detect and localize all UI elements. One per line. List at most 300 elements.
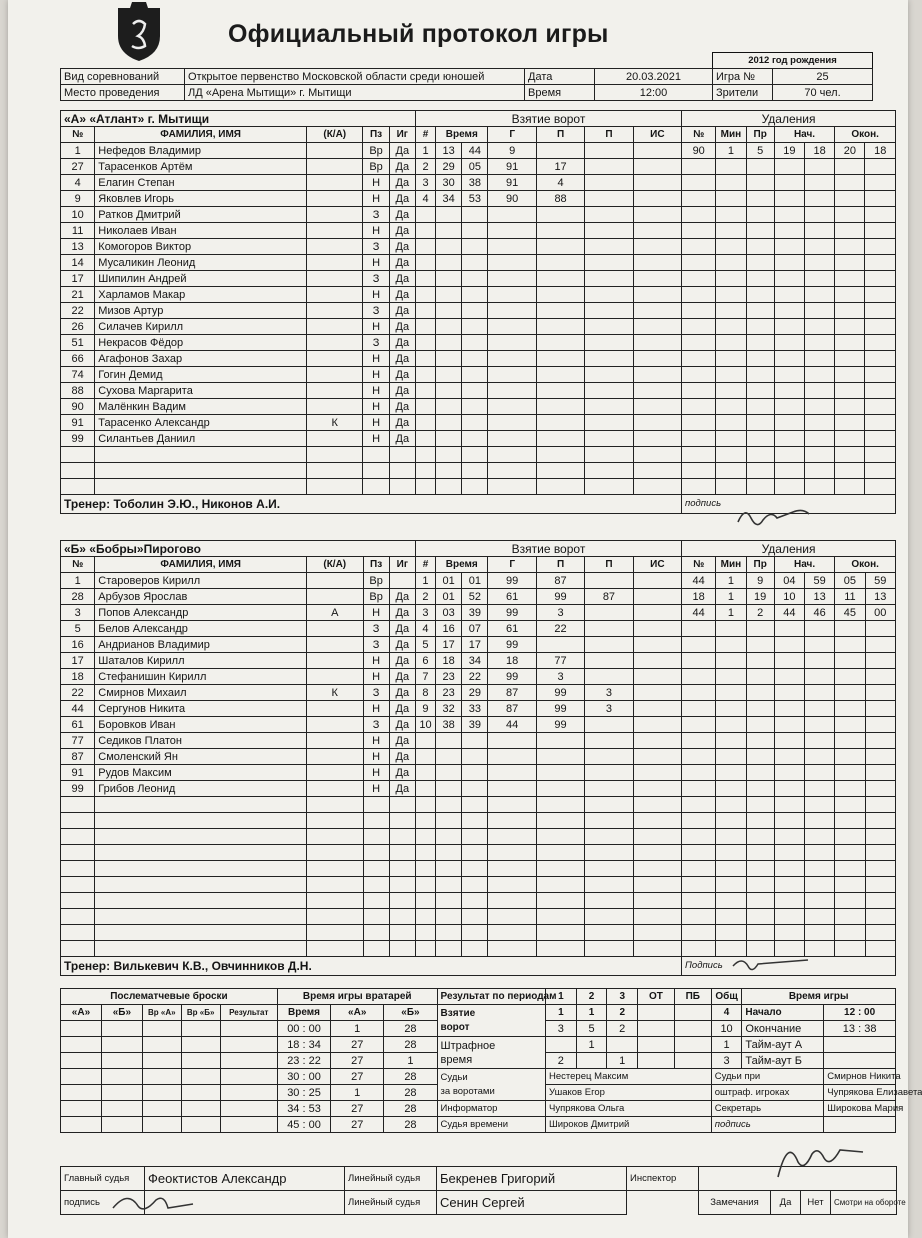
penalty-cell [805,399,835,415]
goal-cell: 4 [415,191,435,207]
penalty-cell [682,399,716,415]
goal-cell: 61 [488,589,536,605]
team-b-signature-icon [728,952,818,978]
goal-cell: 9 [415,701,435,717]
pen-col-reason: Пр [746,127,774,143]
goal-cell: 05 [462,159,488,175]
penalty-cell: 11 [835,589,865,605]
shootout-cell [101,1069,142,1085]
shootout-cell [181,1117,220,1133]
goal-cell: 87 [536,573,584,589]
pen-col-number: № [682,127,716,143]
player-cell: 4 [61,175,95,191]
goal-cell [536,909,584,925]
goal-cell [633,845,681,861]
shootout-cell [142,1021,181,1037]
goal-cell [536,239,584,255]
player-cell: 27 [61,159,95,175]
shootout-col-gk-b: Вр «Б» [181,1005,220,1021]
pim-b-period: 2 [546,1053,577,1069]
goal-cell: 34 [436,191,462,207]
penalty-cell: 1 [716,143,746,159]
penalty-cell [805,319,835,335]
player-cell: Да [389,637,415,653]
goal-cell [633,367,681,383]
penalty-cell [716,893,746,909]
player-cell: 10 [61,207,95,223]
goal-cell [436,861,462,877]
goal-cell: 53 [462,191,488,207]
player-cell [307,893,363,909]
shootout-cell [142,1069,181,1085]
goal-cell [462,207,488,223]
birth-year: 2012 год рождения [713,53,873,69]
goal-cell [585,813,633,829]
goal-cell [536,351,584,367]
goal-cell [633,589,681,605]
goal-cell [585,717,633,733]
table-row [61,1117,896,1133]
col-position: Пз [363,557,389,573]
goal-cell [633,941,681,957]
penalty-cell [682,351,716,367]
penalty-cell [865,255,896,271]
overtime-header: ОТ [638,989,675,1005]
goal-cell [633,207,681,223]
goal-cell [462,733,488,749]
player-cell [95,479,307,495]
penalty-cell [682,367,716,383]
penalty-cell [774,621,804,637]
goal-cell [633,159,681,175]
penalty-cell [805,669,835,685]
player-cell: Нефедов Владимир [95,143,307,159]
col-captain: (К/А) [307,127,363,143]
goal-cell [633,797,681,813]
penalty-cell [774,319,804,335]
goal-cell [488,893,536,909]
penalty-cell [746,335,774,351]
remarks-no: Нет [801,1191,831,1215]
pen-col-reason: Пр [746,557,774,573]
goal-cell [462,893,488,909]
goal-col-number: # [415,557,435,573]
goal-cell [436,765,462,781]
goal-cell [585,367,633,383]
penalty-cell [716,335,746,351]
penalty-cell [774,909,804,925]
goal-cell [536,941,584,957]
timekeeper-label: Судья времени [437,1117,545,1133]
player-cell [389,925,415,941]
player-cell: З [363,303,389,319]
player-cell: Да [389,717,415,733]
penalty-cell [746,367,774,383]
player-cell: Некрасов Фёдор [95,335,307,351]
goal-cell [633,669,681,685]
goal-cell [633,749,681,765]
pim-b-period [674,1053,711,1069]
penalty-cell [682,463,716,479]
player-cell: Да [389,669,415,685]
goal-cell [415,781,435,797]
goal-cell [488,255,536,271]
timekeeper-name: Широков Дмитрий [546,1117,712,1133]
player-cell [95,447,307,463]
goal-cell [633,877,681,893]
player-cell: 22 [61,303,95,319]
player-cell: Н [363,669,389,685]
goal-cell [633,223,681,239]
penalty-cell [746,845,774,861]
penalty-cell [774,303,804,319]
penalty-cell [746,701,774,717]
venue-label: Место проведения [61,85,185,101]
timeout-a-label: Тайм-аут А [742,1037,824,1053]
player-cell [61,909,95,925]
penalty-cell [865,653,895,669]
goal-col-situation: ИС [633,127,681,143]
penalty-cell [682,303,716,319]
goal-cell [585,845,633,861]
penalty-cell [865,861,895,877]
goal-cell [462,367,488,383]
player-cell [307,399,363,415]
goal-cell [415,733,435,749]
player-cell: Н [363,749,389,765]
goal-cell [536,223,584,239]
goal-cell [488,239,536,255]
penalty-cell [835,303,865,319]
goal-cell: 99 [536,717,584,733]
player-cell [307,925,363,941]
goal-cell [436,845,462,861]
goal-cell [585,383,633,399]
penalty-cell [805,415,835,431]
penalty-cell [835,287,865,303]
goal-cell: 3 [585,701,633,717]
player-cell: Да [389,239,415,255]
penalty-cell [805,271,835,287]
goal-cell: 90 [488,191,536,207]
player-cell: Да [389,271,415,287]
player-cell: 91 [61,765,95,781]
player-cell [307,447,363,463]
table-row [61,1101,896,1117]
player-cell [363,479,389,495]
player-cell [61,941,95,957]
penalty-cell [865,877,895,893]
goal-cell [633,319,681,335]
team_a-name: «А» «Атлант» г. Мытищи [61,111,416,127]
player-cell: Грибов Леонид [95,781,307,797]
penalty-cell: 18 [865,143,896,159]
player-cell: Н [363,191,389,207]
player-cell: Силачев Кирилл [95,319,307,335]
penalty-cell [716,685,746,701]
shootout-cell [61,1101,102,1117]
goal-cell [633,813,681,829]
team_a-penalties-title: Удаления [682,111,896,127]
table-row [61,447,896,463]
penalty-cell [805,287,835,303]
goal-cell: 17 [536,159,584,175]
player-cell [307,143,363,159]
shootout-cell [220,1085,277,1101]
goal-judge-1: Нестерец Максим [546,1069,712,1085]
penalty-cell [716,447,746,463]
penalty-cell [774,223,804,239]
goal-cell [633,255,681,271]
goal-cell [585,175,633,191]
goal-cell [585,605,633,621]
goal-cell [436,733,462,749]
player-cell: 5 [61,621,95,637]
table-row [61,605,896,621]
penalty-cell [835,669,865,685]
player-cell: Да [389,319,415,335]
penalty-cell [682,255,716,271]
col-position: Пз [363,127,389,143]
penalty-cell [746,383,774,399]
shootout-cell [101,1037,142,1053]
goal-cell: 16 [436,621,462,637]
player-cell: Н [363,287,389,303]
table-row [61,255,896,271]
goal-cell [585,941,633,957]
penalty-cell [865,271,896,287]
goal-cell [585,925,633,941]
player-cell [389,877,415,893]
player-cell: Н [363,383,389,399]
player-cell [389,573,415,589]
table-row [61,271,896,287]
shootout-cell [181,1085,220,1101]
penalty-cell [805,717,835,733]
goal-cell: 3 [415,605,435,621]
goal-cell [436,877,462,893]
end-value: 13 : 38 [824,1021,896,1037]
penalty-cell [746,223,774,239]
penalty-cell [716,877,746,893]
player-cell [307,159,363,175]
goal-cell [585,239,633,255]
goal-cell [488,447,536,463]
penalty-cell [746,685,774,701]
goal-cell [436,829,462,845]
player-cell [307,765,363,781]
goal-cell [536,255,584,271]
penalty-cell [835,399,865,415]
penalty-cell [746,351,774,367]
player-cell: Да [389,701,415,717]
start-value: 12 : 00 [824,1005,896,1021]
goal-cell: 29 [436,159,462,175]
shootout-cell [220,1021,277,1037]
penalty-cell [865,797,895,813]
game-number-label: Игра № [713,69,773,85]
team-a-signature-icon [733,500,813,530]
player-cell: Харламов Макар [95,287,307,303]
goal-cell [536,447,584,463]
goal-cell [415,335,435,351]
goal-cell [415,765,435,781]
player-cell [307,845,363,861]
penalty-cell: 44 [682,605,716,621]
penalty-cell [716,845,746,861]
goal-cell [536,637,584,653]
pen-col-minutes: Мин [716,127,746,143]
player-cell: Седиков Платон [95,733,307,749]
goal-cell [415,271,435,287]
team_b-goals-title: Взятие ворот [415,541,681,557]
goal-cell: 99 [488,605,536,621]
penalty-cell [774,447,804,463]
goal-cell [536,733,584,749]
shootout-title: Послематчевые броски [61,989,278,1005]
goal-col-situation: ИС [633,557,681,573]
goal-cell [585,207,633,223]
penbox-label-2: оштраф. игроках [711,1085,824,1101]
goal-cell [415,207,435,223]
player-cell: Да [389,367,415,383]
goal-cell [633,143,681,159]
player-cell: Да [389,685,415,701]
goal-cell [462,351,488,367]
goal-cell [415,287,435,303]
table-row [61,925,896,941]
goal-cell [462,431,488,447]
goal-cell [415,877,435,893]
player-cell [363,893,389,909]
goal-cell [436,941,462,957]
goal-cell [462,255,488,271]
penalty-cell: 44 [774,605,804,621]
goal-cell [415,749,435,765]
player-cell: Н [363,415,389,431]
penalty-cell [865,685,895,701]
shootout-cell [101,1053,142,1069]
penalty-cell [835,893,865,909]
player-cell [307,207,363,223]
goal-cell [415,415,435,431]
player-cell: Малёнкин Вадим [95,399,307,415]
goal-cell [488,925,536,941]
goal-cell [536,335,584,351]
penalty-cell [682,717,716,733]
gk-col-time: Время [277,1005,330,1021]
goal-cell [488,335,536,351]
gk-b-cell: 1 [384,1053,437,1069]
penalty-cell [682,287,716,303]
penalty-cell [835,207,865,223]
goal-cell [436,813,462,829]
goal-cell [436,207,462,223]
goal-cell [536,479,584,495]
shootout-cell [181,1021,220,1037]
penalty-cell [835,447,865,463]
pim-b-period: 1 [607,1053,638,1069]
player-cell: Тарасенков Артём [95,159,307,175]
goal-cell [436,223,462,239]
goal-cell [436,415,462,431]
penalty-cell [682,909,716,925]
penalty-cell [774,685,804,701]
player-cell: Да [389,415,415,431]
player-cell [307,573,363,589]
table-row [61,223,896,239]
penalty-cell [774,765,804,781]
penalty-cell [805,303,835,319]
penalty-cell [746,717,774,733]
goal-col-assist-1: П [536,557,584,573]
penalty-cell [716,287,746,303]
player-cell: Да [389,621,415,637]
goal-cell: 22 [462,669,488,685]
goal-cell [633,653,681,669]
player-cell: Попов Александр [95,605,307,621]
goal-cell [436,431,462,447]
shootout-cell [61,1037,102,1053]
penalty-cell [682,621,716,637]
penalty-cell [865,399,896,415]
goal-cell [536,367,584,383]
penalty-cell [682,415,716,431]
goal-cell [462,909,488,925]
penalty-cell [682,653,716,669]
player-cell [61,463,95,479]
goal-cell: 10 [415,717,435,733]
goal-cell [462,845,488,861]
penalty-cell [774,191,804,207]
penalty-cell [746,925,774,941]
player-cell: 11 [61,223,95,239]
table-row [61,383,896,399]
goal-cell [536,271,584,287]
player-cell [307,621,363,637]
player-cell [307,733,363,749]
penalty-cell [746,463,774,479]
goal-cell [436,479,462,495]
penalty-cell: 18 [805,143,835,159]
penalty-cell: 20 [835,143,865,159]
player-cell: 28 [61,589,95,605]
penalty-cell [835,463,865,479]
player-cell: 1 [61,573,95,589]
goal-cell [536,765,584,781]
penalty-cell [835,191,865,207]
penalty-cell [774,399,804,415]
pen-col-number: № [682,557,716,573]
secretary-name: Широкова Мария [824,1101,896,1117]
penalty-cell: 13 [805,589,835,605]
goal-cell [633,463,681,479]
player-cell [307,431,363,447]
penalty-cell [716,813,746,829]
penalty-cell [716,239,746,255]
penalty-cell [774,845,804,861]
table-row [61,159,896,175]
goal-cell [536,749,584,765]
penalty-cell [682,637,716,653]
goal-cell [415,893,435,909]
player-cell [389,463,415,479]
penalty-cell [865,159,896,175]
goals-a-period: 2 [607,1005,638,1021]
player-cell [61,479,95,495]
goal-cell [585,733,633,749]
goals-b-period: 10 [711,1021,742,1037]
